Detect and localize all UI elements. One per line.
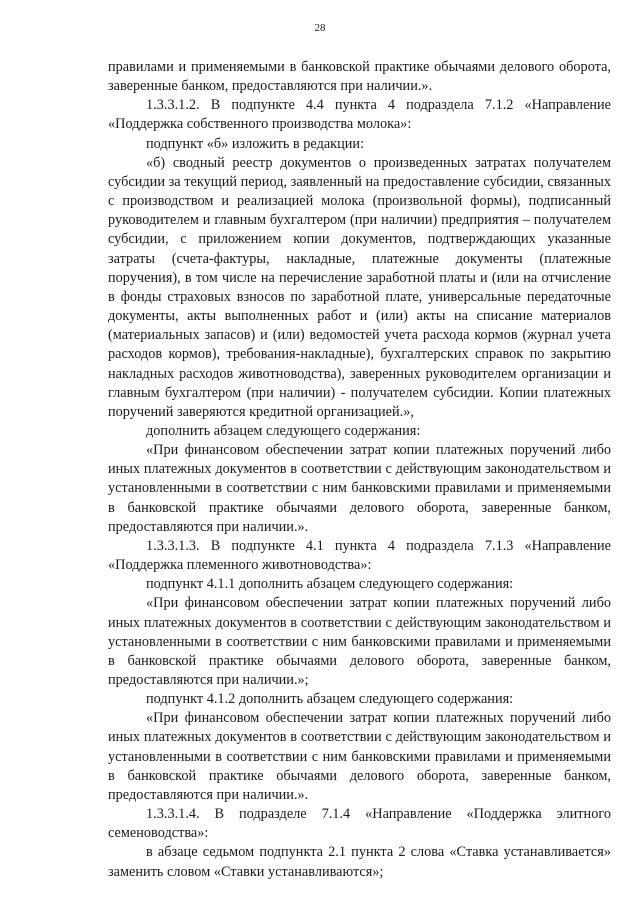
paragraph: в абзаце седьмом подпункта 2.1 пункта 2 слова «Ставка устанавливается» заменить словом «Ставки устанавливаются»;: [108, 844, 611, 880]
paragraph: 1.3.3.1.4. В подразделе 7.1.4 «Направление «Поддержка элитного семеноводства»:: [108, 806, 611, 842]
paragraph: 1.3.3.1.2. В подпункте 4.4 пункта 4 подраздела 7.1.2 «Направление «Поддержка собственного производства молока»:: [108, 97, 611, 133]
paragraph: подпункт 4.1.1 дополнить абзацем следующего содержания:: [146, 576, 514, 593]
paragraph: 1.3.3.1.3. В подпункте 4.1 пункта 4 подраздела 7.1.3 «Направление «Поддержка племенного животноводства»:: [108, 537, 611, 574]
paragraph: подпункт 4.1.2 дополнить абзацем следующего содержания:: [146, 691, 514, 708]
page-number: 28: [314, 22, 326, 34]
paragraph: «При финансовом обеспечении затрат копии платежных поручений либо иных платежных документов в соответствии с действующим законодательством и установленными в соответствии с ним банковскими правилами и применяемыми в банковской практике обычаями делового оборота, заверенные банком, предоставляются при наличии.»;: [108, 595, 611, 688]
paragraph: «б) сводный реестр документов о произведенных затратах получателем субсидии за текущий период, заявленный на предоставление субсидии, связанных с производством и реализацией молока (произвольной формы), подписанный руководителем и главным бухгалтером (при наличии) предприятия – получателем субсидии, с приложением копии документов, подтверждающих указанные затраты (счета-фактуры, накладные, платежные документы (платежные поручения), в том числе на перечисление заработной платы и (или на отчисление в фонды страховых взносов по заработной плате, универсальные передаточные документы, акты выполненных работ и (или) акты на списание материалов (материальных запасов) и (или) ведомостей учета расхода кормов (журнал учета расходов кормов), требования-накладные), бухгалтерских справок по закрытию накладных расходов животноводства), заверенных руководителем организации и главным бухгалтером (при наличии) - получателем субсидии. Копии платежных поручений заверяются кредитной организацией.»,: [108, 154, 611, 420]
paragraph: «При финансовом обеспечении затрат копии платежных поручений либо иных платежных документов в соответствии с действующим законодательством и установленными в соответствии с ним банковскими правилами и применяемыми в банковской практике обычаями делового оборота, заверенные банком, предоставляются при наличии.».: [108, 710, 611, 803]
document-body: [108, 58, 611, 882]
paragraph: подпункт «б» изложить в редакции:: [146, 135, 365, 152]
paragraph: дополнить абзацем следующего содержания:: [146, 422, 421, 439]
paragraph: правилами и применяемыми в банковской практике обычаями делового оборота, заверенные банком, предоставляются при наличии.».: [108, 59, 611, 95]
paragraph: «При финансовом обеспечении затрат копии платежных поручений либо иных платежных документов в соответствии с действующим законодательством и установленными в соответствии с ним банковскими правилами и применяемыми в банковской практике обычаями делового оборота, заверенные банком, предоставляются при наличии.».: [108, 442, 611, 535]
